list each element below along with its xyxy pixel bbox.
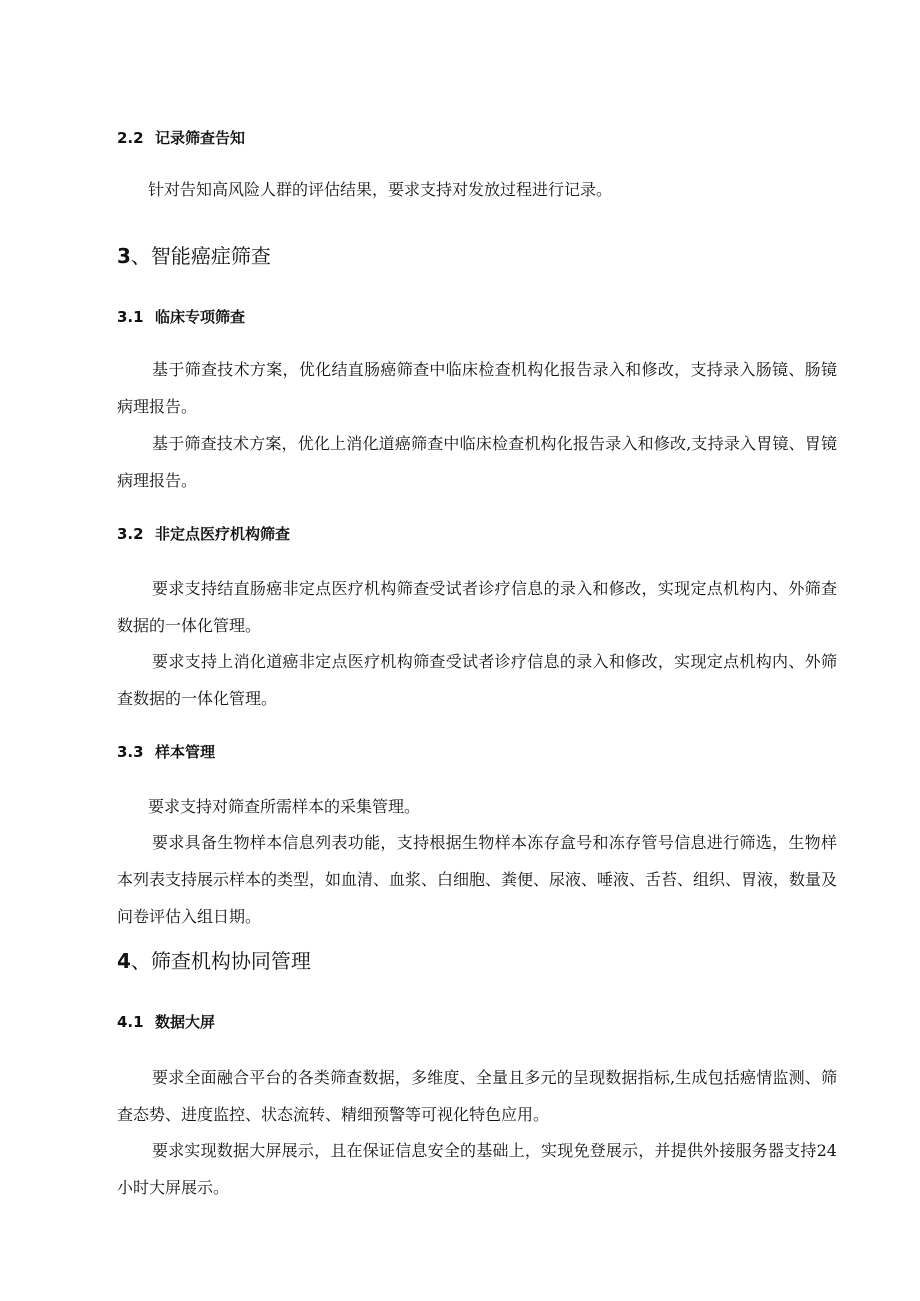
paragraph: 基于筛查技术方案，优化上消化道癌筛查中临床检查机构化报告录入和修改,支持录入胃镜、胃镜病理报告。: [117, 434, 837, 490]
heading-number: 4: [117, 949, 131, 973]
heading-3-2: [117, 524, 290, 544]
heading-title: 筛查机构协同管理: [150, 949, 311, 973]
heading-3: [117, 243, 271, 269]
paragraph: 要求实现数据大屏展示，且在保证信息安全的基础上，实现免登展示，并提供外接服务器支持24小时大屏展示。: [117, 1141, 837, 1197]
heading-title: 样本管理: [155, 743, 216, 761]
heading-separator: 、: [130, 244, 151, 268]
heading-4: [117, 948, 311, 974]
heading-number: 3.3: [117, 743, 144, 761]
heading-title: 智能癌症筛查: [150, 244, 271, 268]
paragraph: 要求支持结直肠癌非定点医疗机构筛查受试者诊疗信息的录入和修改，实现定点机构内、外筛查数据的一体化管理。: [117, 579, 837, 635]
heading-4-1: [117, 1012, 215, 1032]
heading-separator: 、: [130, 949, 151, 973]
paragraph: 要求具备生物样本信息列表功能，支持根据生物样本冻存盒号和冻存管号信息进行筛选，生物样本列表支持展示样本的类型，如血清、血浆、白细胞、粪便、尿液、唾液、舌苔、组织、胃液，数量及问卷评估入组日期。: [117, 833, 838, 926]
heading-number: 4.1: [117, 1013, 144, 1031]
paragraph: 要求支持上消化道癌非定点医疗机构筛查受试者诊疗信息的录入和修改，实现定点机构内、外筛查数据的一体化管理。: [117, 652, 837, 708]
paragraph: 要求全面融合平台的各类筛查数据，多维度、全量且多元的呈现数据指标,生成包括癌情监测、筛查态势、进度监控、状态流转、精细预警等可视化特色应用。: [117, 1068, 837, 1124]
heading-2-2: [117, 128, 245, 148]
heading-3-3: [117, 742, 215, 762]
paragraph: 要求支持对筛查所需样本的采集管理。: [148, 797, 421, 816]
heading-number: 3.2: [117, 525, 144, 543]
heading-title: 记录筛查告知: [155, 129, 246, 147]
heading-3-1: [117, 307, 245, 327]
paragraph: 针对告知高风险人群的评估结果，要求支持对发放过程进行记录。: [148, 180, 613, 199]
heading-number: 2.2: [117, 129, 144, 147]
heading-title: 数据大屏: [155, 1013, 216, 1031]
heading-number: 3.1: [117, 308, 144, 326]
paragraph: 基于筛查技术方案，优化结直肠癌筛查中临床检查机构化报告录入和修改，支持录入肠镜、肠镜病理报告。: [117, 360, 837, 416]
heading-number: 3: [117, 244, 131, 268]
heading-title: 临床专项筛查: [155, 308, 246, 326]
heading-title: 非定点医疗机构筛查: [155, 525, 291, 543]
